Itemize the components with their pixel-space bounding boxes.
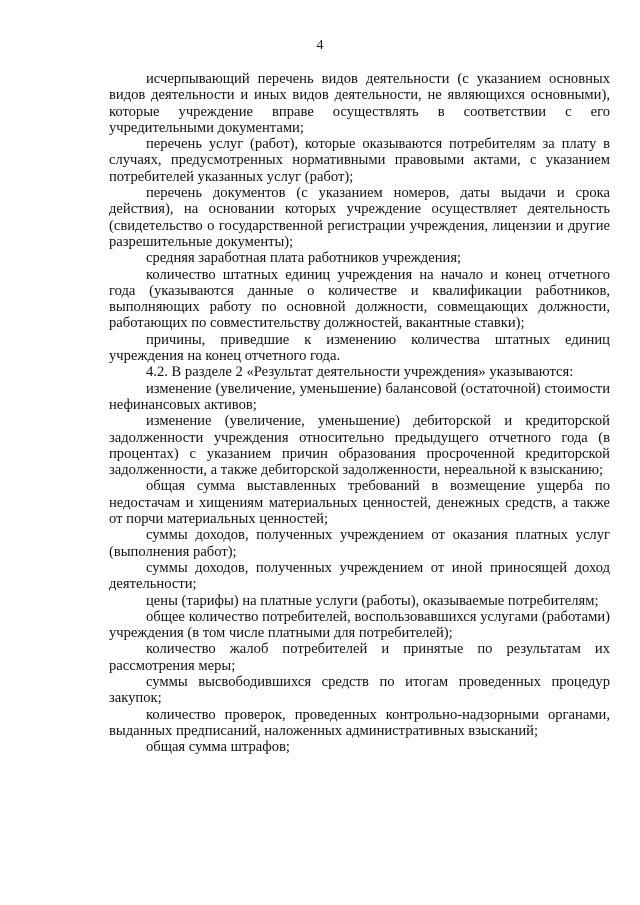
page-number: 4 xyxy=(316,38,324,53)
paragraph: цены (тарифы) на платные услуги (работы), оказываемые потребителям; xyxy=(146,592,599,609)
paragraph: суммы высвободившихся средств по итогам проведенных процедур закупок; xyxy=(109,673,610,707)
paragraph: исчерпывающий перечень видов деятельности (с указанием основных видов деятельности и иных видов деятельности, не являющихся основными), которые учреждение вправе осуществлять в соответствии с его учредительными документами; xyxy=(109,71,610,136)
paragraph: суммы доходов, полученных учреждением от оказания платных услуг (выполнения работ); xyxy=(109,527,610,560)
paragraph: количество проверок, проведенных контрольно-надзорными органами, выданных предписаний, наложенных административных взысканий; xyxy=(109,706,610,739)
section-heading-4-2: 4.2. В разделе 2 «Результат деятельности учреждения» указываются: xyxy=(146,364,574,381)
paragraph: перечень документов (с указанием номеров, даты выдачи и срока действия), на основании которых учреждение осуществляет деятельность (свидетельство о государственной регистрации учреждения, лицензии и другие разрешительные документы); xyxy=(109,185,610,250)
paragraph: количество штатных единиц учреждения на начало и конец отчетного года (указываются данные о количестве и квалификации работников, выполняющих работу по основной должности, совмещающих должности, работающих по совместительству должностей, вакантные ставки); xyxy=(109,266,610,332)
paragraph: перечень услуг (работ), которые оказываются потребителям за плату в случаях, предусмотренных нормативными правовыми актами, с указанием потребителей указанных услуг (работ); xyxy=(109,136,610,185)
paragraph: суммы доходов, полученных учреждением от иной приносящей доход деятельности; xyxy=(109,559,610,593)
paragraph: средняя заработная плата работников учреждения; xyxy=(146,250,462,267)
paragraph: причины, приведшие к изменению количества штатных единиц учреждения на конец отчетного года. xyxy=(109,331,610,365)
paragraph: общая сумма штрафов; xyxy=(146,739,290,756)
paragraph: количество жалоб потребителей и принятые по результатам их рассмотрения меры; xyxy=(109,641,610,674)
paragraph: изменение (увеличение, уменьшение) дебиторской и кредиторской задолженности учреждения относительно предыдущего отчетного года (в процентах) с указанием причин образования просроченной кредиторской задолженности, а также дебиторской задолженности, нереальной к взысканию; xyxy=(109,413,610,479)
paragraph: изменение (увеличение, уменьшение) балансовой (остаточной) стоимости нефинансовых активов; xyxy=(109,380,610,413)
paragraph: общая сумма выставленных требований в возмещение ущерба по недостачам и хищениям материальных ценностей, денежных средств, а также от порчи материальных ценностей; xyxy=(109,478,610,528)
paragraph: общее количество потребителей, воспользовавшихся услугами (работами) учреждения (в том числе платными для потребителей); xyxy=(109,608,610,642)
document-body xyxy=(109,71,610,755)
